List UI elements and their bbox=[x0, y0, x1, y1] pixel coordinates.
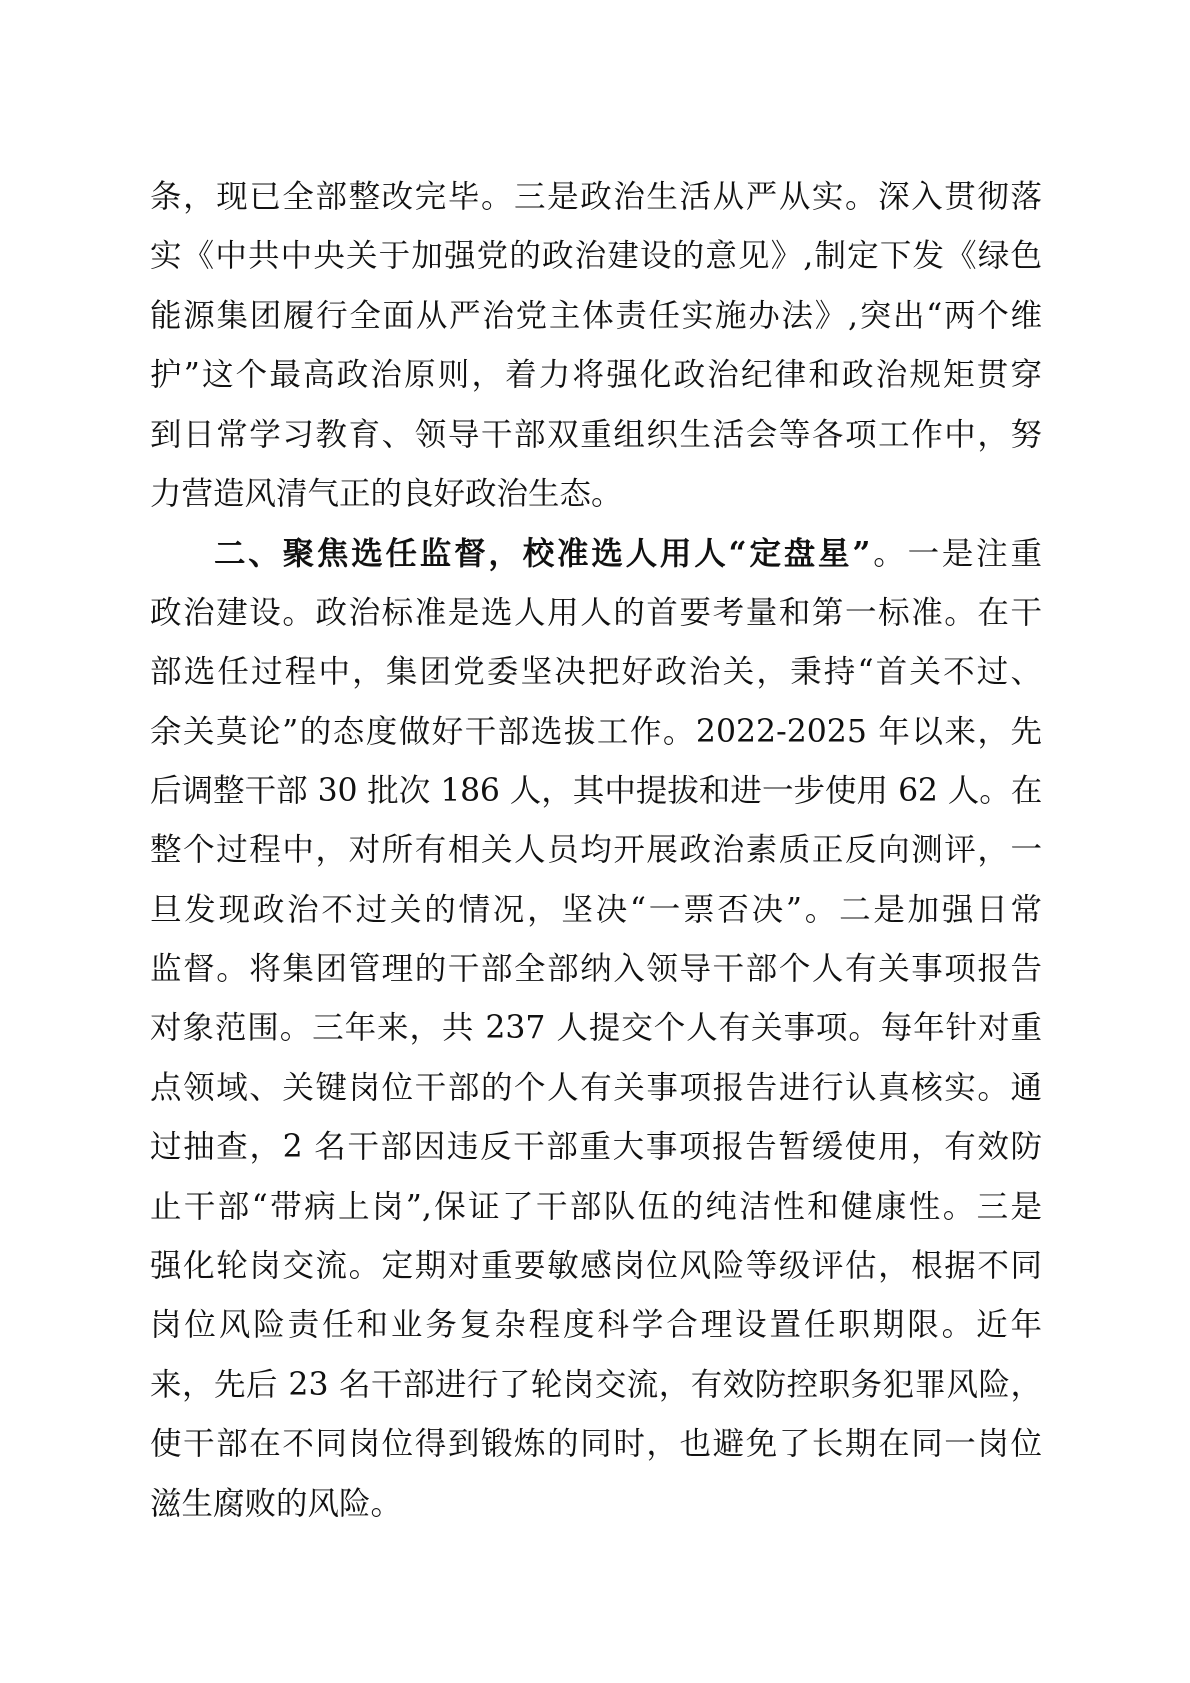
text-line: 余关莫论”的态度做好干部选拔工作。2022-2025 年以来，先 bbox=[150, 713, 1042, 750]
text-line: 到日常学习教育、领导干部双重组织生活会等各项工作中，努 bbox=[150, 416, 1042, 453]
text-line: 后调整干部 30 批次 186 人，其中提拔和进一步使用 62 人。在 bbox=[150, 772, 1042, 809]
text-line: 强化轮岗交流。定期对重要敏感岗位风险等级评估，根据不同 bbox=[150, 1248, 1042, 1285]
section-heading: 二、聚焦选任监督，校准选人用人“定盘星” bbox=[214, 535, 871, 573]
text-line: 部选任过程中，集团党委坚决把好政治关，秉持“首关不过、 bbox=[150, 654, 1042, 691]
text-line: 力营造风清气正的良好政治生态。 bbox=[150, 475, 623, 512]
text-line: 旦发现政治不过关的情况，坚决“一票否决”。二是加强日常 bbox=[150, 891, 1042, 928]
heading-line bbox=[150, 524, 1042, 583]
text-line: 使干部在不同岗位得到锻炼的同时，也避免了长期在同一岗位 bbox=[150, 1426, 1042, 1463]
text-line: 条，现已全部整改完毕。三是政治生活从严从实。深入贯彻落 bbox=[150, 179, 1042, 215]
text-line: 实《中共中央关于加强党的政治建设的意见》,制定下发《绿色 bbox=[150, 238, 1042, 275]
paragraph-cadre-selection bbox=[150, 524, 1042, 1534]
text-line: 点领域、关键岗位干部的个人有关事项报告进行认真核实。通 bbox=[150, 1069, 1042, 1106]
text-line: 监督。将集团管理的干部全部纳入领导干部个人有关事项报告 bbox=[150, 951, 1042, 988]
text-line: 来，先后 23 名干部进行了轮岗交流，有效防控职务犯罪风险， bbox=[150, 1366, 1042, 1403]
text-line: 政治建设。政治标准是选人用人的首要考量和第一标准。在干 bbox=[150, 594, 1042, 631]
paragraph-political-life bbox=[150, 168, 1042, 524]
text-line: 对象范围。三年来，共 237 人提交个人有关事项。每年针对重 bbox=[150, 1010, 1042, 1047]
text-line: 岗位风险责任和业务复杂程度科学合理设置任职期限。近年 bbox=[150, 1307, 1042, 1344]
document-body bbox=[150, 168, 1042, 1534]
text-line: 滋生腐败的风险。 bbox=[150, 1485, 403, 1522]
text-line: 止干部“带病上岗”,保证了干部队伍的纯洁性和健康性。三是 bbox=[150, 1188, 1042, 1225]
heading-line-rest: 。一是注重 bbox=[870, 536, 1042, 573]
text-line: 护”这个最高政治原则，着力将强化政治纪律和政治规矩贯穿 bbox=[150, 357, 1042, 394]
text-line: 整个过程中，对所有相关人员均开展政治素质正反向测评，一 bbox=[150, 832, 1042, 869]
text-line: 过抽查，2 名干部因违反干部重大事项报告暂缓使用，有效防 bbox=[150, 1129, 1042, 1166]
text-line: 能源集团履行全面从严治党主体责任实施办法》,突出“两个维 bbox=[150, 297, 1042, 334]
